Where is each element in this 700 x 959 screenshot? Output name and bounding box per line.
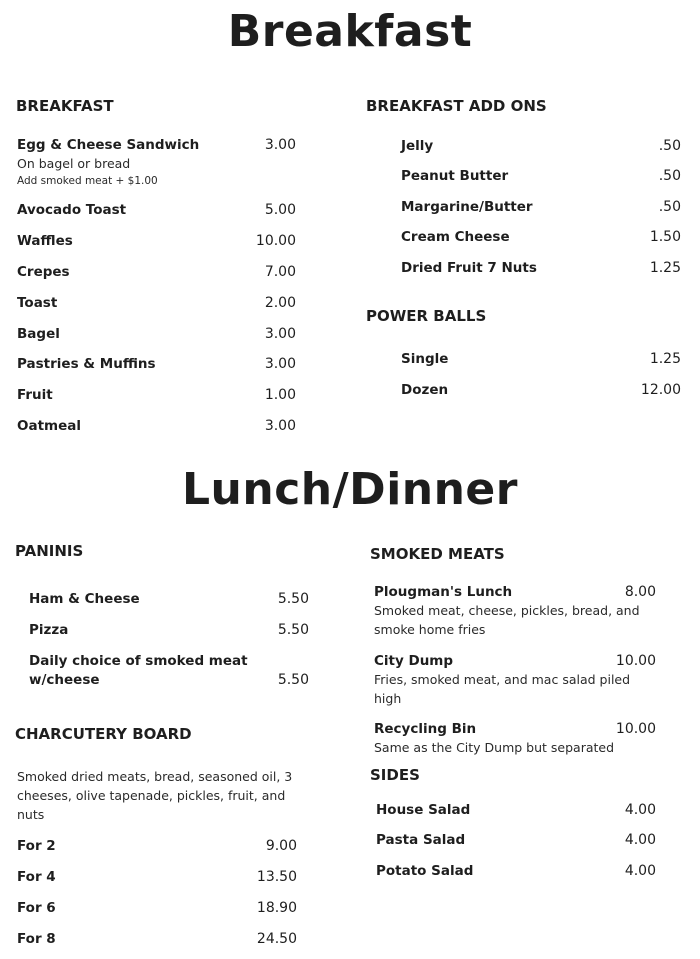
menu-item-name: For 4 [17, 869, 56, 885]
menu-item-name-cont: w/cheese [29, 672, 100, 688]
item-price: 10.00 [615, 653, 656, 669]
menu-item-name: Ham & Cheese [29, 591, 140, 607]
menu-item-name: Pizza [29, 622, 69, 638]
item-price: 13.50 [256, 869, 297, 885]
menu-item-name: Peanut Butter [401, 168, 509, 184]
menu-item-name: Waffles [17, 233, 73, 249]
menu-item-name: City Dump [374, 653, 454, 669]
item-price: 10.00 [615, 721, 656, 737]
menu-item-name: Crepes [17, 264, 70, 280]
menu-item-name: Pasta Salad [376, 832, 466, 848]
item-price: 1.25 [649, 351, 681, 367]
item-price: 3.00 [264, 418, 296, 434]
item-price: 18.90 [256, 900, 297, 916]
item-description: high [374, 691, 402, 706]
paninis-header: PANINIS [15, 542, 84, 560]
item-price: 1.00 [264, 387, 296, 403]
menu-item-name: House Salad [376, 802, 471, 818]
item-price: 12.00 [640, 382, 681, 398]
item-price: 3.00 [264, 356, 296, 372]
item-price: 2.00 [264, 295, 296, 311]
menu-item-name: Daily choice of smoked meat [29, 653, 248, 669]
menu-item-name: Margarine/Butter [401, 199, 533, 215]
menu-item-name: Cream Cheese [401, 229, 510, 245]
sides-header: SIDES [370, 766, 420, 784]
item-description: Smoked meat, cheese, pickles, bread, and [374, 603, 640, 618]
item-description: smoke home fries [374, 622, 486, 637]
item-price: 10.00 [255, 233, 296, 249]
section-title-breakfast: Breakfast [227, 6, 473, 57]
item-price: 4.00 [624, 863, 656, 879]
menu-item-name: Single [401, 351, 449, 367]
charcutery-description: cheeses, olive tapenade, pickles, fruit, and [17, 788, 286, 803]
item-price: 1.25 [649, 260, 681, 276]
item-price: 4.00 [624, 832, 656, 848]
menu-item-name: For 8 [17, 931, 56, 947]
menu-item-name: Jelly [401, 138, 434, 154]
menu-item-name: Avocado Toast [17, 202, 127, 218]
menu-item-name: Pastries & Muffins [17, 356, 156, 372]
smoked-meats-header: SMOKED MEATS [370, 545, 505, 563]
item-price: .50 [658, 168, 681, 184]
item-price: 5.50 [277, 672, 309, 688]
item-description: On bagel or bread [17, 156, 131, 171]
item-price: 9.00 [265, 838, 297, 854]
charcutery-description: Smoked dried meats, bread, seasoned oil, 3 [17, 769, 293, 784]
item-price: 3.00 [264, 137, 296, 153]
item-description: Same as the City Dump but separated [374, 740, 615, 755]
item-price: 5.50 [277, 591, 309, 607]
menu-item-name: Dried Fruit 7 Nuts [401, 260, 537, 276]
item-description: Fries, smoked meat, and mac salad piled [374, 672, 631, 687]
menu-item-name: Oatmeal [17, 418, 81, 434]
item-note: Add smoked meat + $1.00 [17, 175, 158, 187]
item-price: 5.00 [264, 202, 296, 218]
item-price: 7.00 [264, 264, 296, 280]
section-title-lunch-dinner: Lunch/Dinner [182, 464, 518, 515]
menu-item-name: Bagel [17, 326, 60, 342]
charcutery-header: CHARCUTERY BOARD [15, 725, 192, 743]
menu-item-name: For 2 [17, 838, 56, 854]
menu-item-name: Potato Salad [376, 863, 474, 879]
menu-item-name: Recycling Bin [374, 721, 477, 737]
item-price: 8.00 [624, 584, 656, 600]
menu-item-name: Dozen [401, 382, 449, 398]
item-price: 1.50 [649, 229, 681, 245]
item-price: 4.00 [624, 802, 656, 818]
item-price: .50 [658, 138, 681, 154]
item-price: .50 [658, 199, 681, 215]
menu-item-name: Toast [17, 295, 58, 311]
menu-item-name: Plougman's Lunch [374, 584, 513, 600]
add-ons-header: BREAKFAST ADD ONS [366, 97, 547, 115]
item-price: 3.00 [264, 326, 296, 342]
menu-item-name: Egg & Cheese Sandwich [17, 137, 200, 153]
item-price: 5.50 [277, 622, 309, 638]
menu-item-name: Fruit [17, 387, 53, 403]
power-balls-header: POWER BALLS [366, 307, 487, 325]
menu-item-name: For 6 [17, 900, 56, 916]
charcutery-description: nuts [17, 807, 45, 822]
item-price: 24.50 [256, 931, 297, 947]
breakfast-header: BREAKFAST [16, 97, 114, 115]
